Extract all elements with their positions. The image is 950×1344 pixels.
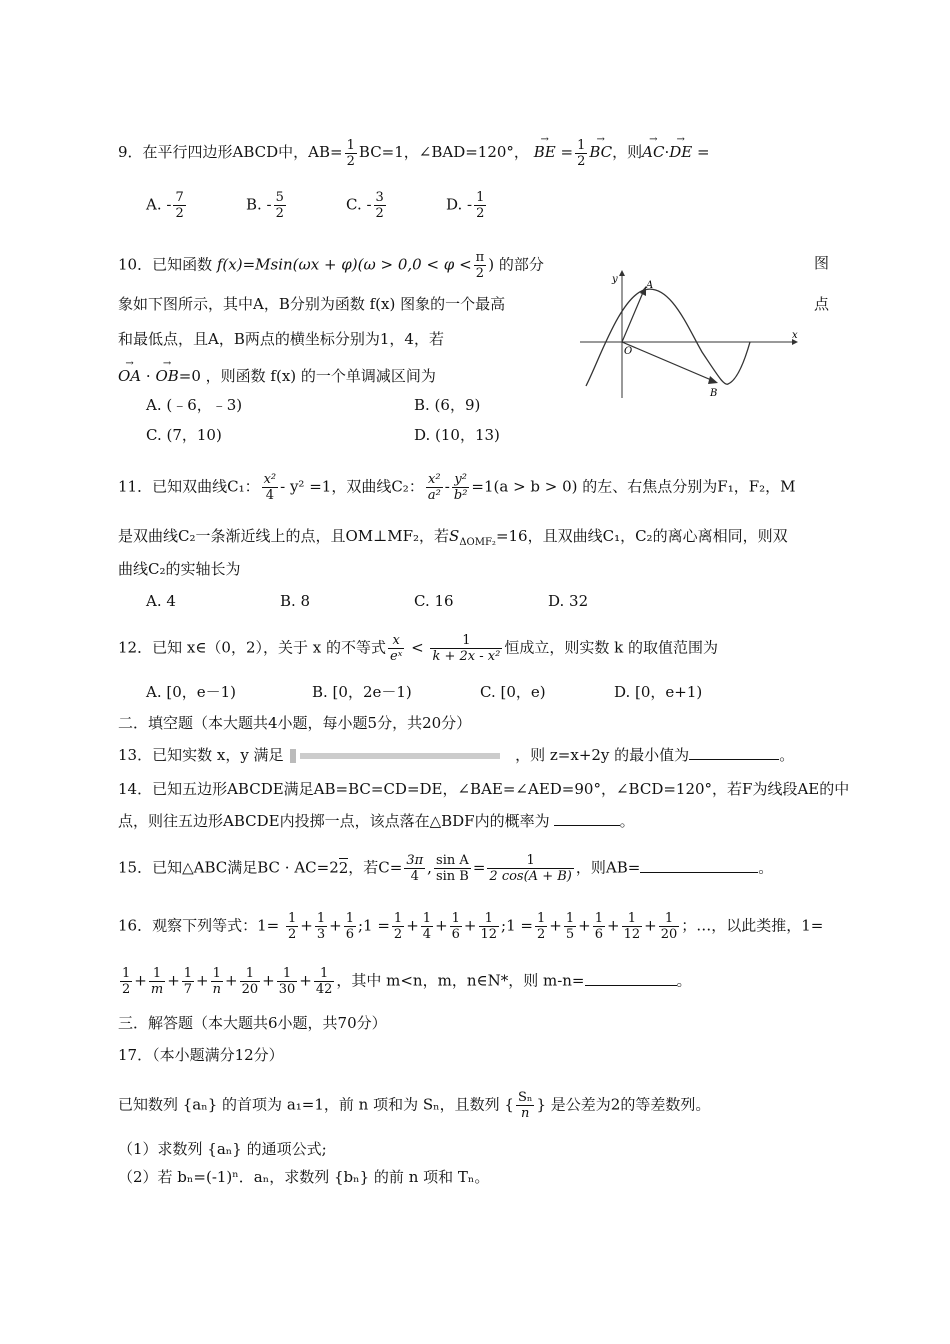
question-17-part-2: （2）若 bₙ=(-1)ⁿ．aₙ，求数列 {bₙ} 的前 n 项和 Tₙ。 — [118, 1168, 490, 1186]
frac — [564, 911, 576, 942]
frac-num: y² — [452, 472, 470, 488]
frac-num: 1 — [594, 911, 603, 926]
frac — [535, 911, 547, 942]
period: 。 — [676, 971, 692, 990]
question-9 — [118, 136, 710, 169]
frac-den: n — [521, 1106, 530, 1121]
q10-option-d: D. (10，13) — [414, 426, 500, 444]
frac — [479, 911, 500, 942]
equals-tail: = — [697, 143, 710, 161]
frac-den: eˣ — [390, 649, 403, 664]
frac-den: b² — [453, 488, 468, 503]
text: 13．已知实数 x，y 满足 — [118, 746, 284, 764]
frac-den: 2 — [175, 206, 184, 221]
q12-option-d: D. [0，e+1) — [614, 683, 703, 701]
frac-den: 2 — [375, 206, 384, 221]
frac-num: 1 — [287, 911, 297, 926]
frac-den: 5 — [565, 927, 575, 942]
plus: + — [549, 916, 562, 935]
q10-option-b: B. (6，9) — [414, 396, 481, 414]
q9-text: 9．在平行四边形ABCD中，AB= — [118, 143, 343, 161]
frac — [120, 966, 132, 997]
option-frac — [173, 190, 185, 221]
question-10-line-2: 象如下图所示，其中A，B分别为函数 f(x) 图象的一个最高 — [118, 295, 506, 313]
frac-num: 1 — [422, 911, 432, 926]
plus: + — [644, 916, 657, 935]
q11-option-d: D. 32 — [548, 592, 589, 610]
plus: + — [196, 971, 209, 990]
text: ；…，以此类推，1= — [681, 916, 824, 935]
label-o: O — [624, 346, 633, 357]
q9-text-c: ，则 — [612, 143, 643, 161]
frac — [149, 966, 165, 997]
text: =Msin(ωx + φ)(ω > 0,0 < φ < — [242, 255, 472, 274]
question-14-line-2 — [118, 810, 635, 832]
question-10-line-4: → OA · → OB=0 ，则函数 f(x) 的一个单调减区间为 — [118, 360, 436, 387]
frac-den: 2 — [287, 927, 297, 942]
option-label: D. - — [446, 195, 473, 214]
period: 。 — [758, 858, 774, 877]
plus: + — [406, 916, 419, 935]
equals: = — [560, 143, 574, 161]
question-17-part-1: （1）求数列 {aₙ} 的通项公式; — [118, 1140, 327, 1158]
frac-num: 1 — [183, 966, 193, 981]
frac-den: 6 — [594, 927, 603, 942]
frac-num: 1 — [577, 137, 586, 153]
frac-den: 2 — [275, 206, 284, 221]
frac-den: 7 — [183, 982, 193, 997]
text: 15．已知△ABC满足BC · AC=2 — [118, 858, 339, 877]
text: =16，且双曲线C₁，C₂的离心离相同，则双 — [495, 527, 788, 545]
frac — [392, 911, 404, 942]
section-3-heading: 三．解答题（本大题共6小题，共70分） — [118, 1014, 387, 1032]
text: 16．观察下列等式：1= — [118, 916, 280, 935]
question-13 — [118, 744, 794, 766]
frac — [240, 966, 261, 997]
section-2-heading: 二．填空题（本大题共4小题，每小题5分，共20分） — [118, 714, 472, 732]
plus: + — [225, 971, 238, 990]
frac-den: 2 — [476, 206, 485, 221]
vector-ob: → OB — [155, 360, 178, 387]
frac-den: 12 — [623, 927, 641, 942]
separator: ;1 = — [501, 916, 533, 935]
frac — [421, 911, 433, 942]
frac-num: 7 — [175, 190, 184, 205]
frac-num: 1 — [211, 966, 223, 982]
frac-num: 1 — [451, 911, 460, 926]
frac-num: sin A — [434, 853, 471, 869]
frac — [593, 911, 605, 942]
frac-den: 2 cos(A + B) — [489, 869, 572, 884]
plus: + — [299, 971, 312, 990]
frac-den: 6 — [451, 927, 460, 942]
function-fx: f(x) — [216, 255, 243, 274]
option-label: C. - — [346, 195, 372, 214]
three-pi-over-four — [404, 853, 425, 884]
frac-num: 1 — [479, 911, 500, 927]
q9-option-c — [346, 190, 388, 221]
frac — [314, 966, 335, 997]
frac-num: 5 — [275, 190, 284, 205]
frac-num: 1 — [277, 966, 298, 982]
q11-option-b: B. 8 — [280, 592, 311, 610]
text: ，若C= — [348, 858, 403, 877]
frac-num: 1 — [393, 911, 403, 926]
pi-over-two — [474, 250, 487, 281]
frac-num: 1 — [622, 911, 643, 927]
plus: + — [262, 971, 275, 990]
frac-num: 1 — [314, 966, 335, 982]
q10-right-text-1: 图 — [814, 254, 830, 272]
plus: + — [329, 916, 342, 935]
question-17-statement — [118, 1090, 710, 1121]
question-14-line-1: 14．已知五边形ABCDE满足AB=BC=CD=DE，∠BAE=∠AED=90°，∠BCD=120°，若F为线段AE的中 — [118, 780, 850, 798]
frac-den: 20 — [660, 927, 678, 942]
dot: · — [664, 143, 670, 161]
q9-option-d — [446, 190, 488, 221]
option-label: A. - — [146, 195, 172, 214]
text: 已知数列 {aₙ} 的首项为 a₁=1，前 n 项和为 Sₙ，且数列 { — [118, 1095, 514, 1114]
text: 12．已知 x∈（0，2），关于 x 的不等式 — [118, 638, 387, 657]
frac-num: 1 — [149, 966, 165, 982]
plus: + — [435, 916, 448, 935]
arrow-head-b — [708, 376, 718, 384]
frac-num: 1 — [659, 911, 680, 927]
sine-graph — [580, 268, 800, 400]
constraint-brace — [290, 749, 296, 763]
text: 点，则往五边形ABCDE内投掷一点，该点落在△BDF内的概率为 — [118, 812, 550, 830]
frac-den: m — [150, 982, 164, 997]
frac-num: 3π — [406, 853, 424, 868]
text: ，则 z=x+2y 的最小值为 — [515, 746, 690, 764]
plus: + — [134, 971, 147, 990]
frac — [286, 911, 298, 942]
label-a: A — [646, 280, 654, 291]
area-symbol: S — [449, 527, 460, 545]
equals: = — [472, 858, 486, 877]
frac-den: 12 — [480, 927, 498, 942]
frac-den: n — [212, 982, 221, 997]
plus: + — [300, 916, 313, 935]
x2-over-a2 — [426, 472, 443, 503]
question-12 — [118, 633, 718, 664]
separator: ;1 = — [357, 916, 390, 935]
answer-blank — [554, 811, 620, 826]
frac-den: 3 — [316, 927, 326, 942]
vector-ob-arrow — [622, 342, 716, 382]
frac-den: 42 — [315, 982, 333, 997]
frac-num: 3 — [375, 190, 384, 205]
frac-den: 30 — [278, 982, 296, 997]
frac-den: 4 — [265, 488, 274, 503]
frac-num: Sₙ — [517, 1090, 533, 1105]
answer-blank — [585, 971, 677, 986]
plus: + — [167, 971, 180, 990]
q12-option-c: C. [0，e) — [480, 683, 546, 701]
sinA-over-sinB — [434, 853, 471, 884]
text: ，则AB= — [575, 858, 641, 877]
frac — [659, 911, 680, 942]
text: - y² =1，双曲线C₂： — [280, 477, 424, 496]
frac-den: 6 — [345, 927, 354, 942]
question-10-line-3: 和最低点，且A，B两点的横坐标分别为1，4，若 — [118, 330, 444, 348]
question-16-line-2 — [118, 966, 692, 997]
q10-option-a: A. (﹣6，﹣3) — [146, 396, 243, 414]
area-subscript: ΔOMF₂ — [459, 537, 496, 548]
frac-den: 2 — [577, 153, 586, 169]
sn-over-n — [516, 1090, 535, 1121]
option-frac — [374, 190, 386, 221]
frac-num: 1 — [565, 911, 575, 926]
frac-den: a² — [427, 488, 441, 503]
constraint-blur — [300, 753, 500, 759]
frac-num: 1 — [122, 966, 131, 981]
q10-option-c: C. (7，10) — [146, 426, 222, 444]
one-over-quadratic — [430, 633, 502, 664]
q9-option-b — [246, 190, 288, 221]
constraint-image — [288, 748, 510, 764]
frac-num: 1 — [487, 853, 573, 869]
question-11-line-2 — [118, 525, 788, 554]
y2-over-b2 — [452, 472, 470, 503]
option-frac — [274, 190, 286, 221]
frac-num: x² — [426, 472, 443, 488]
frac-den: 2 — [536, 927, 546, 942]
label-x: x — [792, 330, 798, 341]
frac-den: 2 — [346, 153, 355, 169]
frac-num: 1 — [316, 911, 326, 926]
frac — [450, 911, 462, 942]
q9-half — [345, 138, 357, 169]
vector-bc: → BC — [589, 136, 612, 163]
plus: + — [463, 916, 477, 935]
plus: + — [606, 916, 620, 935]
frac — [182, 966, 194, 997]
text: ，其中 m<n，m，n∈N*，则 m-n= — [336, 971, 585, 990]
frac-den: sin B — [435, 869, 469, 884]
frac-den: 4 — [410, 869, 419, 884]
answer-blank — [689, 745, 779, 760]
vector-ac: → AC — [642, 136, 664, 163]
frac — [315, 911, 327, 942]
frac-num: 1 — [345, 911, 354, 926]
frac — [211, 966, 223, 997]
frac-num: 1 — [536, 911, 546, 926]
text: =0 ，则函数 f(x) 的一个单调减区间为 — [178, 367, 436, 385]
frac — [277, 966, 298, 997]
sqrt-two: 2 — [338, 858, 349, 877]
option-frac — [474, 190, 486, 221]
label-y: y — [612, 274, 618, 285]
q10-right-text-2: 点 — [814, 295, 830, 313]
text: ) 的部分 — [488, 255, 544, 274]
label-b: B — [710, 388, 718, 399]
text: 10．已知函数 — [118, 255, 217, 274]
frac-den: 2 — [122, 982, 131, 997]
question-11-line-1: 11．已知双曲线C₁： $\frac{\text{x²}}{4}$ - y² =1，双曲线C₂： $\frac{\text{x²}}{\text{a²}}$ - $\frac{\text{y²}}{\text{b²}}$ =1(a > b > 0) 的左、右焦点分别为F₁，F₂，M — [118, 472, 796, 503]
answer-blank — [640, 858, 758, 873]
frac-num: 1 — [430, 633, 502, 649]
question-16-line-1 — [118, 911, 823, 942]
option-label: B. - — [246, 195, 272, 214]
less-than: < — [411, 638, 424, 657]
vector-oa: → OA — [118, 360, 141, 387]
q11-option-c: C. 16 — [414, 592, 454, 610]
frac-num: 1 — [476, 190, 485, 205]
q12-option-b: B. [0，2e－1) — [312, 683, 412, 701]
frac-den: 20 — [241, 982, 259, 997]
sine-curve — [586, 289, 750, 386]
q12-option-a: A. [0，e－1) — [146, 683, 237, 701]
frac-den: 4 — [422, 927, 432, 942]
q9-half-2 — [575, 138, 587, 169]
frac-num: x² — [263, 472, 277, 487]
period: 。 — [619, 812, 635, 830]
vector-be: → BE — [534, 136, 556, 163]
plus: + — [578, 916, 591, 935]
frac-den: 2 — [475, 266, 485, 281]
question-17-header: 17．（本小题满分12分） — [118, 1046, 284, 1064]
vector-de: → DE — [669, 136, 692, 163]
text: 11．已知双曲线C₁： — [118, 477, 260, 496]
q11-option-a: A. 4 — [146, 592, 176, 610]
frac — [344, 911, 356, 942]
text: =1(a > b > 0) 的左、右焦点分别为F₁，F₂，M — [471, 477, 796, 496]
x-over-ex — [388, 633, 404, 664]
text: 是双曲线C₂一条渐近线上的点，且OM⊥MF₂，若 — [118, 527, 450, 545]
frac-num: π — [475, 250, 485, 265]
q9-text-b: BC=1，∠BAD=120°， — [358, 143, 529, 161]
frac-num: 1 — [346, 137, 355, 153]
text: 恒成立，则实数 k 的取值范围为 — [504, 638, 718, 657]
y-axis-arrow — [619, 270, 625, 276]
question-11-line-3: 曲线C₂的实轴长为 — [118, 560, 241, 578]
frac-num: 1 — [240, 966, 261, 982]
frac-num: x — [388, 633, 404, 649]
text: } 是公差为2的等差数列。 — [536, 1095, 711, 1114]
frac — [622, 911, 643, 942]
question-10-line-1 — [118, 250, 544, 281]
x2-over-4 — [262, 472, 279, 503]
period: 。 — [779, 746, 795, 764]
q9-option-a — [146, 190, 188, 221]
question-15: 15．已知△ABC满足BC · AC=22，若C= $\frac{3\pi}{4}$ , $\frac{\text{sin A}}{\text{sin B}}$ = $\frac{1}{2 \cos(A + B)}$ ，则AB= 。 — [118, 853, 774, 884]
frac-den: 2 — [393, 927, 403, 942]
one-over-cos — [487, 853, 573, 884]
frac-den: k + 2x - x² — [432, 649, 501, 664]
